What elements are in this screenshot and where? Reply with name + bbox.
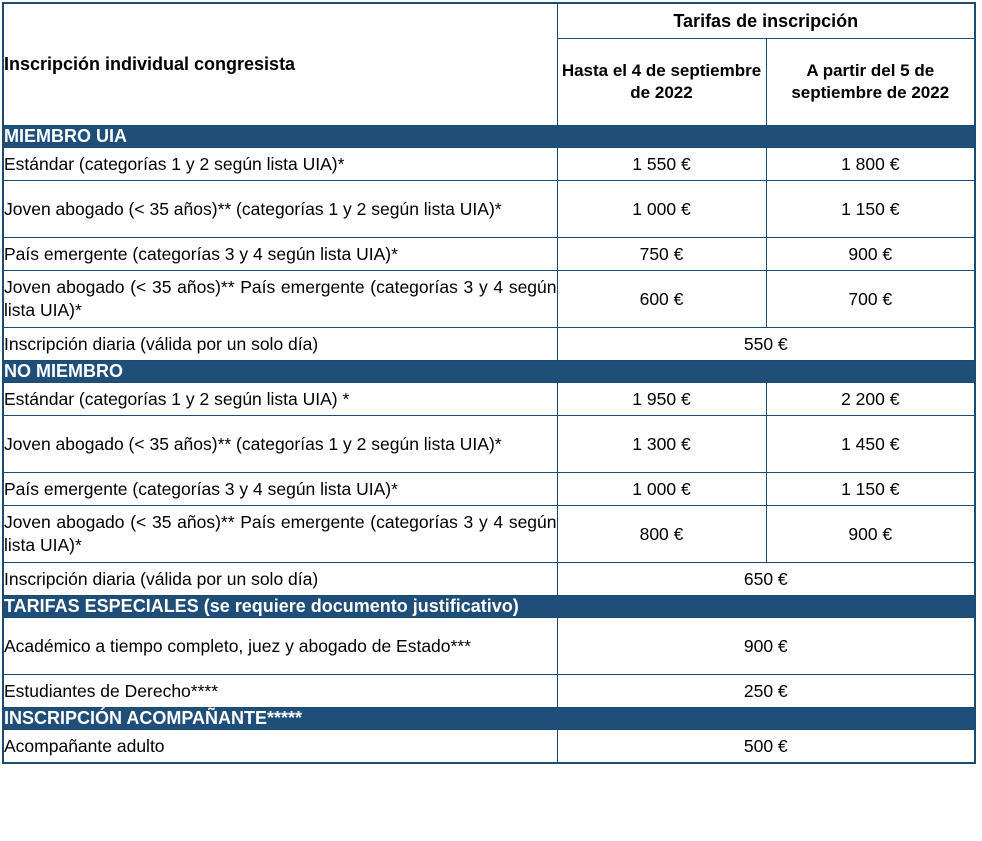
table-row (3, 148, 975, 181)
section-header-row (3, 361, 975, 383)
fee-price-early: 1 000 € (557, 473, 766, 506)
fee-price-late: 2 200 € (766, 383, 975, 416)
fee-item-label: Joven abogado (< 35 años)** (categorías 1 y 2 según lista UIA)* (3, 416, 557, 473)
fee-price-combined: 550 € (557, 328, 975, 361)
fee-price-late: 1 800 € (766, 148, 975, 181)
fee-price-early: 600 € (557, 271, 766, 328)
section-title: INSCRIPCIÓN ACOMPAÑANTE***** (3, 708, 975, 730)
section-title: TARIFAS ESPECIALES (se requiere documento justificativo) (3, 596, 975, 618)
table-row (3, 563, 975, 596)
fee-price-early: 1 550 € (557, 148, 766, 181)
section-title: NO MIEMBRO (3, 361, 975, 383)
fee-price-late: 700 € (766, 271, 975, 328)
fee-price-late: 1 150 € (766, 181, 975, 238)
header-row-label: Inscripción individual congresista (3, 3, 557, 126)
fee-price-combined: 500 € (557, 730, 975, 764)
header-col-early: Hasta el 4 de septiembre de 2022 (557, 39, 766, 126)
fee-price-early: 800 € (557, 506, 766, 563)
fee-item-label: Joven abogado (< 35 años)** (categorías 1 y 2 según lista UIA)* (3, 181, 557, 238)
fee-price-late: 900 € (766, 506, 975, 563)
table-row (3, 675, 975, 708)
fee-item-label: País emergente (categorías 3 y 4 según lista UIA)* (3, 238, 557, 271)
fee-item-label: Académico a tiempo completo, juez y abogado de Estado*** (3, 618, 557, 675)
header-rates-title: Tarifas de inscripción (557, 3, 975, 39)
table-row (3, 473, 975, 506)
section-header-row (3, 596, 975, 618)
table-body (3, 3, 975, 763)
fee-price-early: 750 € (557, 238, 766, 271)
table-row (3, 730, 975, 764)
fee-item-label: Joven abogado (< 35 años)** País emergente (categorías 3 y 4 según lista UIA)* (3, 271, 557, 328)
fee-price-combined: 250 € (557, 675, 975, 708)
section-header-row (3, 708, 975, 730)
fee-price-early: 1 000 € (557, 181, 766, 238)
fee-item-label: Acompañante adulto (3, 730, 557, 764)
fee-price-early: 1 950 € (557, 383, 766, 416)
fee-item-label: Estándar (categorías 1 y 2 según lista UIA)* (3, 148, 557, 181)
table-row (3, 181, 975, 238)
fee-price-late: 900 € (766, 238, 975, 271)
fee-item-label: País emergente (categorías 3 y 4 según lista UIA)* (3, 473, 557, 506)
table-row (3, 618, 975, 675)
header-col-late: A partir del 5 de septiembre de 2022 (766, 39, 975, 126)
table-row (3, 506, 975, 563)
fee-item-label: Inscripción diaria (válida por un solo día) (3, 328, 557, 361)
header-row-top (3, 3, 975, 39)
fee-price-early: 1 300 € (557, 416, 766, 473)
table-row (3, 328, 975, 361)
registration-fees-table (2, 2, 976, 764)
fee-item-label: Estándar (categorías 1 y 2 según lista UIA) * (3, 383, 557, 416)
table-row (3, 383, 975, 416)
fee-item-label: Estudiantes de Derecho**** (3, 675, 557, 708)
fee-price-late: 1 450 € (766, 416, 975, 473)
table-row (3, 416, 975, 473)
table-row (3, 271, 975, 328)
fee-price-late: 1 150 € (766, 473, 975, 506)
table-row (3, 238, 975, 271)
fee-price-combined: 650 € (557, 563, 975, 596)
fee-item-label: Joven abogado (< 35 años)** País emergente (categorías 3 y 4 según lista UIA)* (3, 506, 557, 563)
fee-item-label: Inscripción diaria (válida por un solo día) (3, 563, 557, 596)
section-title: MIEMBRO UIA (3, 126, 975, 148)
section-header-row (3, 126, 975, 148)
fee-price-combined: 900 € (557, 618, 975, 675)
